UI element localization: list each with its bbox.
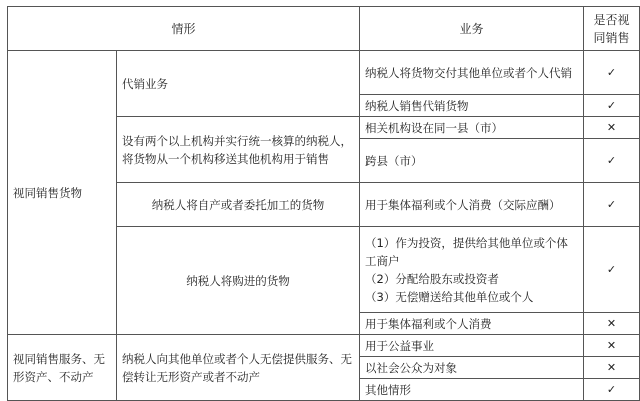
consign-label: 代销业务 [117,51,360,117]
selfmade-label: 纳税人将自产或者委托加工的货物 [117,183,360,227]
deemed-mark: ✓ [584,139,640,183]
header-business: 业务 [360,7,584,51]
table-row [8,51,640,95]
deemed-sales-table [7,6,640,401]
business-cell: 用于公益事业 [360,335,584,357]
deemed-mark: ✕ [584,357,640,379]
business-cell: 纳税人销售代销货物 [360,95,584,117]
transfer-label: 设有两个以上机构并实行统一核算的纳税人，将货物从一个机构移送其他机构用于销售 [117,117,360,183]
business-cell: 用于集体福利或个人消费 [360,313,584,335]
deemed-mark: ✓ [584,95,640,117]
deemed-mark: ✓ [584,183,640,227]
section1-title: 视同销售货物 [8,51,117,335]
business-cell: 以社会公众为对象 [360,357,584,379]
business-cell: 用于集体福利或个人消费（交际应酬） [360,183,584,227]
deemed-mark: ✕ [584,313,640,335]
deemed-mark: ✓ [584,379,640,401]
business-cell: 纳税人将货物交付其他单位或者个人代销 [360,51,584,95]
business-cell: （1）作为投资，提供给其他单位或个体工商户 （2）分配给股东或投资者 （3）无偿赠送给其他单位或个人 [360,227,584,313]
deemed-mark: ✓ [584,227,640,313]
business-cell: 跨县（市） [360,139,584,183]
deemed-mark: ✕ [584,335,640,357]
business-cell: 其他情形 [360,379,584,401]
section2-label: 纳税人向其他单位或者个人无偿提供服务、无偿转让无形资产或者不动产 [117,335,360,401]
table-wrapper [7,6,640,401]
header-deemed: 是否视同销售 [584,7,640,51]
section2-title: 视同销售服务、无形资产、不动产 [8,335,117,401]
purchased-label: 纳税人将购进的货物 [117,227,360,335]
header-situation: 情形 [8,7,360,51]
business-cell: 相关机构设在同一县（市） [360,117,584,139]
deemed-mark: ✓ [584,51,640,95]
header-row [8,7,640,51]
table-row [8,335,640,357]
deemed-mark: ✕ [584,117,640,139]
